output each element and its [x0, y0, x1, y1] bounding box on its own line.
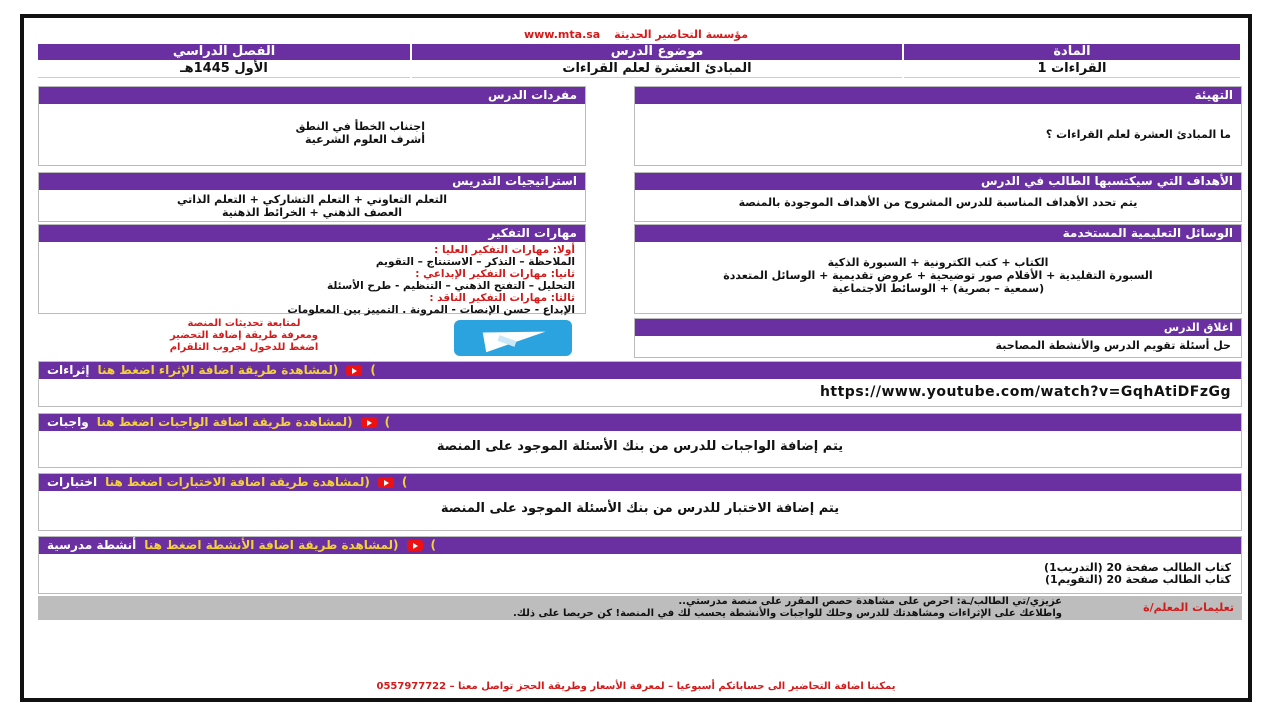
subject-label: المادة	[904, 44, 1240, 60]
activities-line-2: كتاب الطالب صفحة 20 (التقويم1)	[1044, 573, 1231, 586]
youtube-icon[interactable]	[407, 540, 423, 551]
closing-section	[634, 318, 1242, 358]
strategies-section	[38, 172, 586, 222]
vocab-section	[38, 86, 586, 166]
goals-title: الأهداف التي سيكتسبها الطالب في الدرس	[635, 173, 1241, 190]
lesson-plan-page	[20, 14, 1252, 702]
topic-value: المبادئ العشرة لعلم القراءات	[412, 61, 902, 78]
homework-text: يتم إضافة الواجبات للدرس من بنك الأسئلة الموجود على المنصة	[436, 439, 844, 454]
teacher-line-1: عزيزي/تي الطالب/ـة: احرص على مشاهدة حصص المقرر على منصة مدرستي..	[678, 596, 1062, 607]
activities-section	[38, 536, 1242, 594]
goals-text: يتم تحدد الأهداف المناسبة للدرس المشروح من الأهداف الموجودة بالمنصة	[738, 196, 1138, 209]
telegram-icon[interactable]	[454, 320, 572, 356]
tests-link-close: )	[401, 475, 408, 489]
goals-section	[634, 172, 1242, 222]
thinking-line-1: الملاحظة – التذكر – الاستنتاج – التقويم	[375, 256, 575, 268]
activities-title: أنشطة مدرسية	[47, 538, 137, 552]
tools-line-3: (سمعية – بصرية) + الوسائط الاجتماعية	[831, 282, 1045, 295]
homework-section	[38, 413, 1242, 468]
vocab-title: مفردات الدرس	[39, 87, 585, 104]
telegram-line-1: لمتابعة تحديثات المنصة	[187, 318, 301, 329]
tests-text: يتم إضافة الاختبار للدرس من بنك الأسئلة الموجود على المنصة	[440, 501, 840, 516]
thinking-heading-3: ثالثا: مهارات التفكير الناقد :	[429, 292, 575, 304]
footer-phone[interactable]: 0557977722	[376, 681, 447, 692]
enrich-howto-link[interactable]: (لمشاهدة طريقة اضافة الإثراء اضغط هنا	[97, 363, 339, 377]
subject-value: القراءات 1	[904, 61, 1240, 78]
thinking-title: مهارات التفكير	[39, 225, 585, 242]
youtube-icon[interactable]	[378, 477, 394, 488]
enrich-title: إثراءات	[47, 363, 90, 377]
activities-link-close: )	[430, 538, 437, 552]
intro-title: التهيئة	[635, 87, 1241, 104]
thinking-line-3: الإبداع - حسن الإنصات - المرونة . التمييز بين المعلومات	[287, 304, 575, 316]
strategies-line-2: العصف الذهني + الخرائط الذهنية	[222, 206, 402, 219]
strategies-title: استراتيجيات التدريس	[39, 173, 585, 190]
tools-section	[634, 224, 1242, 314]
tools-title: الوسائل التعليمية المستخدمة	[635, 225, 1241, 242]
telegram-line-2: ومعرفة طريقة إضافة التحضير	[169, 330, 319, 341]
homework-howto-link[interactable]: (لمشاهدة طريقة اضافة الواجبات اضغط هنا	[96, 415, 353, 429]
telegram-promo[interactable]	[94, 318, 394, 358]
tests-section	[38, 473, 1242, 531]
tests-howto-link[interactable]: (لمشاهدة طريقة اضافة الاختبارات اضغط هنا	[105, 475, 370, 489]
semester-value: الأول 1445هـ	[38, 61, 410, 78]
teacher-line-2: واطلاعك على الإثراءات ومشاهدتك للدرس وحلك للواجبات والأنشطة يحسب لك في المنصة! كن حريصا على ذلك.	[512, 608, 1062, 619]
semester-label: الفصل الدراسي	[38, 44, 410, 60]
enrich-section	[38, 361, 1242, 407]
strategies-line-1: التعلم التعاوني + التعلم التشاركي + التعلم الذاتي	[176, 193, 448, 206]
intro-section	[634, 86, 1242, 166]
activities-line-1: كتاب الطالب صفحة 20 (التدريب1)	[1044, 561, 1231, 574]
teacher-notes	[38, 596, 1242, 620]
thinking-line-2: التحليل – التفتح الذهني – التنظيم - طرح الأسئلة	[326, 280, 575, 292]
vocab-line-2: أشرف العلوم الشرعية	[304, 133, 425, 146]
enrich-link-close: )	[370, 363, 376, 377]
closing-title: اغلاق الدرس	[635, 319, 1241, 336]
youtube-icon[interactable]	[361, 417, 377, 428]
telegram-line-3: اضغط للدخول لجروب التلقرام	[169, 342, 319, 353]
thinking-heading-1: أولا: مهارات التفكير العليا :	[434, 244, 575, 256]
site-name: مؤسسة التحاضير الحديثة	[614, 28, 749, 41]
vocab-line-1: اجتناب الخطأ في النطق	[295, 120, 425, 133]
tools-line-2: السبورة التقليدية + الأقلام صور توضيحية + عروض تقديمية + الوسائل المتعددة	[723, 269, 1153, 282]
enrich-url[interactable]: https://www.youtube.com/watch?v=GqhAtiDFzGg	[819, 384, 1231, 400]
site-header	[24, 28, 1248, 41]
footer-text: يمكننا اضافة التحاضير الى حساباتكم أسبوعيا – لمعرفة الأسعار وطريقة الحجز تواصل معنا –	[449, 681, 896, 692]
closing-text: حل أسئلة تقويم الدرس والأنشطة المصاحبة	[995, 339, 1231, 352]
topic-label: موضوع الدرس	[412, 44, 902, 60]
intro-text: ما المبادئ العشرة لعلم القراءات ؟	[1045, 128, 1231, 141]
thinking-heading-2: ثانيا: مهارات التفكير الإبداعي :	[415, 268, 575, 280]
teacher-label: تعليمات المعلم/ة	[1143, 601, 1234, 614]
activities-howto-link[interactable]: (لمشاهدة طريقة اضافة الأنشطة اضغط هنا	[144, 538, 399, 552]
site-url[interactable]: www.mta.sa	[523, 28, 601, 41]
youtube-icon[interactable]	[346, 365, 362, 376]
tools-line-1: الكتاب + كتب الكترونية + السبورة الذكية	[827, 256, 1049, 269]
tests-title: اختبارات	[47, 475, 98, 489]
footer	[24, 681, 1248, 692]
thinking-section	[38, 224, 586, 314]
homework-title: واجبات	[47, 415, 89, 429]
homework-link-close: )	[384, 415, 391, 429]
